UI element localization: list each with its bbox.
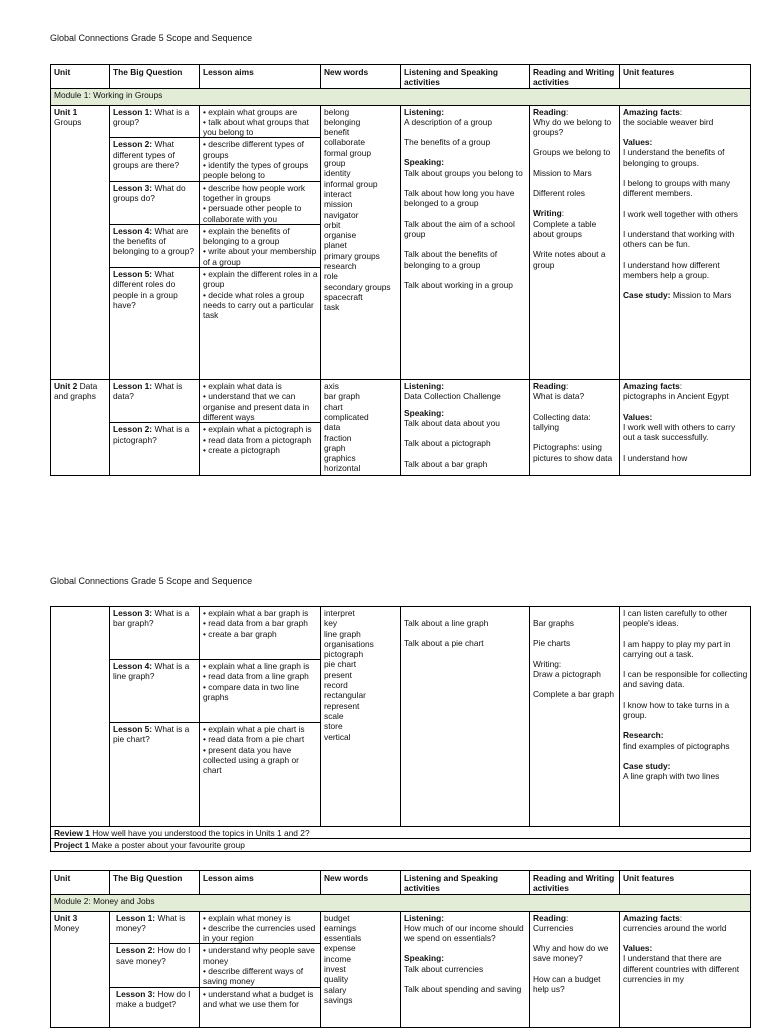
lesson-aims: • explain the benefits of belonging to a group • write about your membership of a group: [200, 224, 321, 267]
lesson-aims: • explain what money is • describe the currencies used in your region: [200, 911, 321, 944]
header-cell: Unit features: [620, 65, 751, 89]
header-cell: Unit: [51, 65, 110, 89]
unit-number: Unit 2: [54, 381, 78, 392]
unit-number: Unit 1: [54, 106, 78, 117]
listening-speaking: Listening: How much of our income should we spend on essentials? Speaking: Talk about currencies Talk about spending and saving: [401, 911, 530, 1027]
project-row: [51, 839, 751, 851]
big-question: Lesson 1: What is money?: [110, 911, 200, 944]
header-cell: Reading and Writing activities: [530, 65, 620, 89]
unit-features: Amazing facts: pictographs in Ancient Egypt Values: I work well with others to carry out a task successfully. I understand how: [620, 380, 751, 476]
unit-cell: [51, 380, 110, 476]
header-cell: The Big Question: [110, 65, 200, 89]
lesson-aims: • understand why people save money • describe different ways of saving money: [200, 944, 321, 987]
page-title: Global Connections Grade 5 Scope and Sequence: [50, 33, 253, 43]
header-cell: Unit features: [620, 871, 751, 895]
lesson-aims: • explain what a pie chart is • read data from a pie chart • present data you have collected using a graph or chart: [200, 723, 321, 827]
header-cell: The Big Question: [110, 871, 200, 895]
big-question: Lesson 1: What is a group?: [110, 105, 200, 138]
big-question: Lesson 5: What different roles do people in a group have?: [110, 268, 200, 380]
reading-writing: Bar graphs Pie charts Writing: Draw a pictograph Complete a bar graph: [530, 607, 620, 827]
scope-table: [50, 64, 751, 476]
reading-writing: Reading: What is data? Collecting data: tallying Pictographs: using pictures to show data: [530, 380, 620, 476]
unit-number: Unit 3: [54, 912, 78, 923]
module-title: Module 2: Money and Jobs: [51, 894, 751, 911]
lesson-aims: • describe how people work together in groups • persuade other people to collaborate with you: [200, 181, 321, 224]
unit-features: Amazing facts: the sociable weaver bird Values: I understand the benefits of belonging to groups. I belong to groups with many different members. I work well together with others I understand that working with others can be fun. I understand how different members help a group. Case study: Mission to Mars: [620, 105, 751, 379]
big-question: Lesson 5: What is a pie chart?: [110, 723, 200, 827]
big-question: Lesson 2: How do I save money?: [110, 944, 200, 987]
unit-cell: [51, 105, 110, 379]
big-question: Lesson 1: What is data?: [110, 380, 200, 423]
listening-speaking: Listening: Data Collection Challenge Speaking: Talk about data about you Talk about a pictograph Talk about a bar graph: [401, 380, 530, 476]
project-cell: Project 1 Make a poster about your favourite group: [51, 839, 751, 851]
lesson-aims: • explain what a line graph is • read data from a line graph • compare data in two line graphs: [200, 660, 321, 723]
new-words: belong belonging benefit collaborate formal group group identity informal group interact mission navigator orbit organise planet primary groups research role secondary groups spacecraft task: [321, 105, 401, 379]
review-row: [51, 827, 751, 839]
big-question: Lesson 3: What is a bar graph?: [110, 607, 200, 660]
table-row: [51, 911, 751, 944]
header-row: [51, 871, 751, 895]
unit-name: Data and graphs: [54, 381, 98, 402]
header-cell: New words: [321, 65, 401, 89]
lesson-aims: • explain what a pictograph is • read data from a pictograph • create a pictograph: [200, 423, 321, 476]
listening-speaking: Listening: A description of a group The benefits of a group Speaking: Talk about groups you belong to Talk about how long you have belonged to a group Talk about the aim of a school group Talk about the benefits of belonging to a group Talk about working in a group: [401, 105, 530, 379]
review-cell: Review 1 How well have you understood the topics in Units 1 and 2?: [51, 827, 751, 839]
lesson-aims: • describe different types of groups • identify the types of groups people belong to: [200, 138, 321, 181]
lesson-aims: • understand what a budget is and what we use them for: [200, 987, 321, 1027]
unit-name: Groups: [54, 116, 82, 127]
new-words: interpret key line graph organisations pictograph pie chart present record rectangular represent scale store vertical: [321, 607, 401, 827]
big-question: Lesson 4: What are the benefits of belonging to a group?: [110, 224, 200, 267]
big-question: Lesson 3: How do I make a budget?: [110, 987, 200, 1027]
header-cell: Reading and Writing activities: [530, 871, 620, 895]
module-row: [51, 894, 751, 911]
module-row: [51, 88, 751, 105]
big-question: Lesson 2: What different types of groups are there?: [110, 138, 200, 181]
reading-writing: Reading: Currencies Why and how do we save money? How can a budget help us?: [530, 911, 620, 1027]
big-question: Lesson 4: What is a line graph?: [110, 660, 200, 723]
header-cell: Lesson aims: [200, 65, 321, 89]
table-row: [51, 380, 751, 423]
unit-cell: [51, 607, 110, 827]
lesson-aims: • explain the different roles in a group • decide what roles a group needs to carry out a particular task: [200, 268, 321, 380]
listening-speaking: Talk about a line graph Talk about a pie chart: [401, 607, 530, 827]
module-title: Module 1: Working in Groups: [51, 88, 751, 105]
scope-table-continued: [50, 606, 751, 852]
big-question: Lesson 2: What is a pictograph?: [110, 423, 200, 476]
table-row: [51, 105, 751, 138]
reading-writing: Reading: Why do we belong to groups? Groups we belong to Mission to Mars Different roles Writing: Complete a table about groups Write notes about a group: [530, 105, 620, 379]
lesson-aims: • explain what groups are • talk about what groups that you belong to: [200, 105, 321, 138]
lesson-aims: • explain what data is • understand that we can organise and present data in different ways: [200, 380, 321, 423]
page-title: Global Connections Grade 5 Scope and Sequence: [50, 576, 253, 586]
header-cell: Unit: [51, 871, 110, 895]
new-words: budget earnings essentials expense income invest quality salary savings: [321, 911, 401, 1027]
unit-name: Money: [54, 922, 80, 933]
scope-table-module2: [50, 870, 751, 1028]
header-cell: Listening and Speaking activities: [401, 65, 530, 89]
header-cell: New words: [321, 871, 401, 895]
header-cell: Listening and Speaking activities: [401, 871, 530, 895]
new-words: axis bar graph chart complicated data fraction graph graphics horizontal: [321, 380, 401, 476]
header-row: [51, 65, 751, 89]
unit-features: I can listen carefully to other people's ideas. I am happy to play my part in carrying out a task. I can be responsible for collecting and saving data. I know how to take turns in a group. Research: find examples of pictographs Case study: A line graph with two lines: [620, 607, 751, 827]
header-cell: Lesson aims: [200, 871, 321, 895]
unit-cell: [51, 911, 110, 1027]
lesson-aims: • explain what a bar graph is • read data from a bar graph • create a bar graph: [200, 607, 321, 660]
unit-features: Amazing facts: currencies around the world Values: I understand that there are different countries with different currencies in my: [620, 911, 751, 1027]
big-question: Lesson 3: What do groups do?: [110, 181, 200, 224]
table-row: [51, 607, 751, 660]
